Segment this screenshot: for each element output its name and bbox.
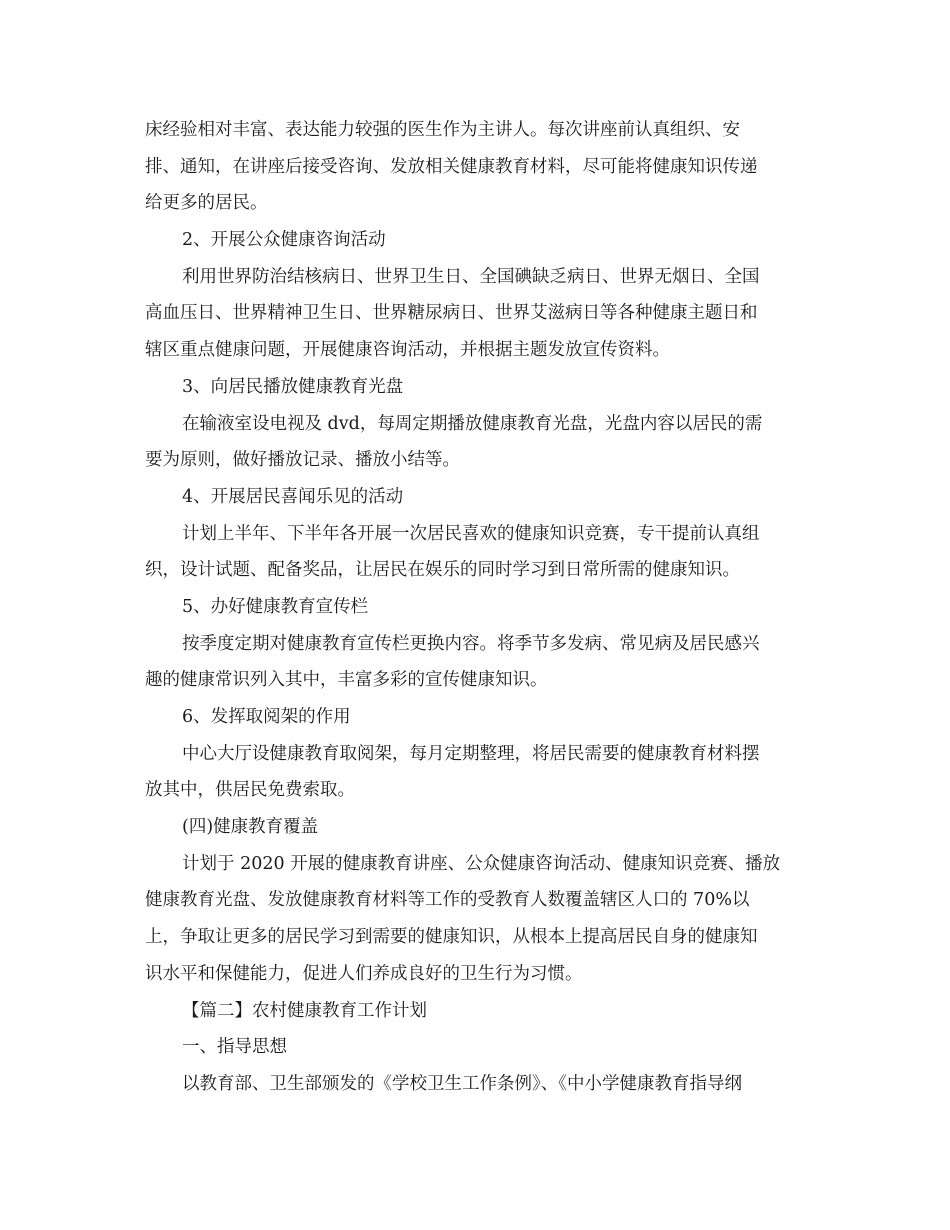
section-heading: 6、发挥取阅架的作用: [182, 707, 351, 727]
section-heading: 4、开展居民喜闻乐见的活动: [182, 486, 404, 507]
text-line: 计划于 2020 开展的健康教育讲座、公众健康咨询活动、健康知识竞赛、播放: [182, 853, 781, 874]
text-line: 在输液室设电视及 dvd，每周定期播放健康教育光盘，光盘内容以居民的需: [182, 413, 763, 434]
text-line: 利用世界防治结核病日、世界卫生日、全国碘缺乏病日、世界无烟日、全国: [182, 266, 760, 287]
text-line: 上，争取让更多的居民学习到需要的健康知识，从根本上提高居民自身的健康知: [145, 927, 758, 948]
section-heading: 5、办好健康教育宣传栏: [182, 596, 369, 617]
text-line: 按季度定期对健康教育宣传栏更换内容。将季节多发病、常见病及居民感兴: [182, 633, 760, 654]
text-line: 给更多的居民。: [145, 193, 268, 214]
text-line: 放其中，供居民免费索取。: [145, 780, 355, 801]
text-line: 中心大厅设健康教育取阅架，每月定期整理，将居民需要的健康教育材料摆: [182, 743, 760, 764]
section-heading: (四)健康教育覆盖: [182, 817, 319, 838]
text-line: 织，设计试题、配备奖品，让居民在娱乐的同时学习到日常所需的健康知识。: [145, 560, 740, 581]
text-line: 排、通知，在讲座后接受咨询、发放相关健康教育材料，尽可能将健康知识传递: [145, 156, 758, 177]
section-heading: 【篇二】农村健康教育工作计划: [182, 1000, 427, 1021]
text-line: 要为原则，做好播放记录、播放小结等。: [145, 450, 460, 471]
text-line: 以教育部、卫生部颁发的《学校卫生工作条例》、《中小学健康教育指导纲: [182, 1073, 742, 1094]
text-line: 辖区重点健康问题，开展健康咨询活动，并根据主题发放宣传资料。: [145, 340, 670, 361]
text-line: 识水平和保健能力，促进人们养成良好的卫生行为习惯。: [145, 963, 583, 984]
section-heading: 3、向居民播放健康教育光盘: [182, 376, 404, 397]
text-line: 计划上半年、下半年各开展一次居民喜欢的健康知识竞赛，专干提前认真组: [182, 523, 760, 544]
text-line: 高血压日、世界精神卫生日、世界糖尿病日、世界艾滋病日等各种健康主题日和: [145, 303, 758, 324]
section-heading: 一、指导思想: [182, 1037, 287, 1058]
text-line: 健康教育光盘、发放健康教育材料等工作的受教育人数覆盖辖区人口的 70%以: [145, 890, 750, 911]
document-body: [145, 112, 810, 1103]
section-heading: 2、开展公众健康咨询活动: [182, 230, 386, 251]
text-line: 趣的健康常识列入其中，丰富多彩的宣传健康知识。: [145, 670, 548, 691]
text-line: 床经验相对丰富、表达能力较强的医生作为主讲人。每次讲座前认真组织、安: [145, 120, 740, 140]
